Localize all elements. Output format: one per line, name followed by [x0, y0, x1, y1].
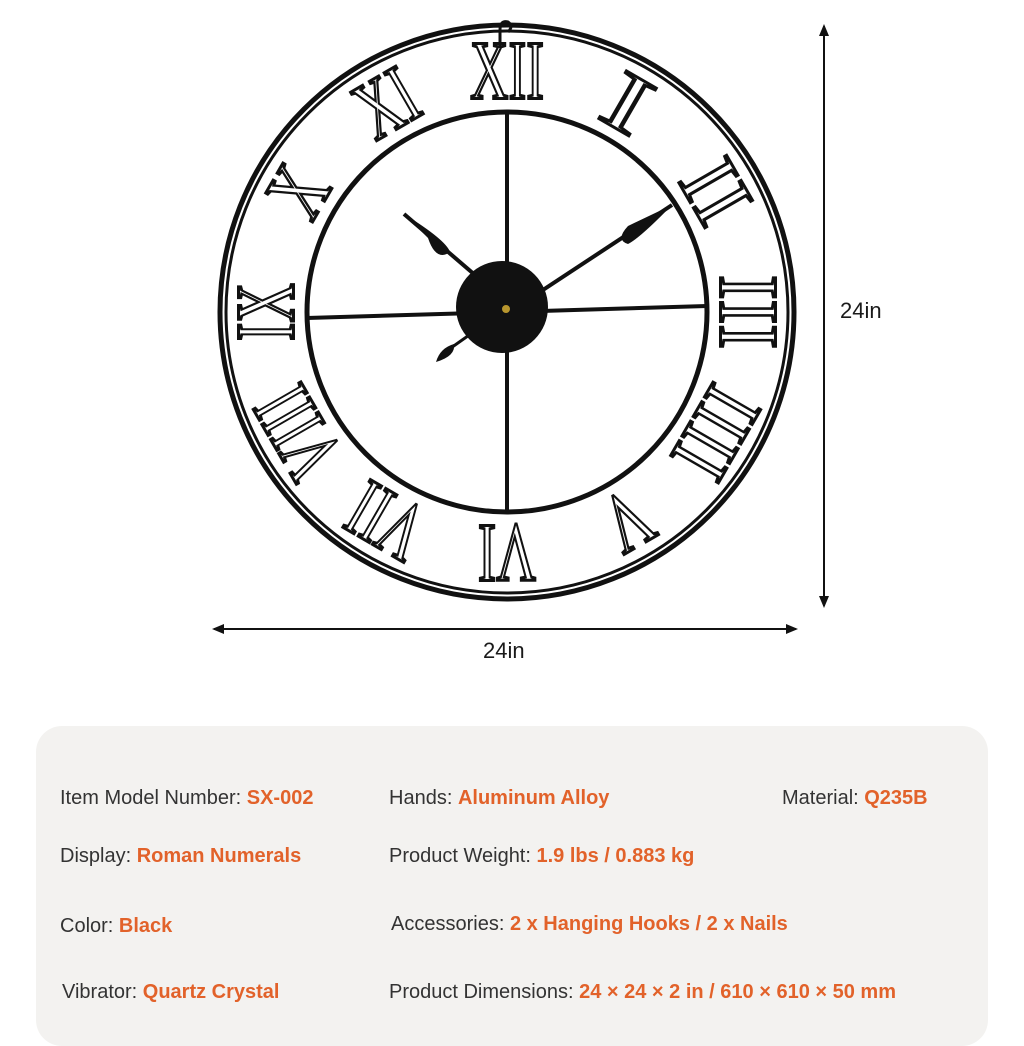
second-hand-tail	[436, 344, 454, 362]
spec-value: 24 × 24 × 2 in / 610 × 610 × 50 mm	[579, 981, 896, 1003]
width-dimension-arrow	[212, 624, 798, 634]
spec-value: Q235B	[864, 787, 928, 809]
height-label: 24in	[840, 298, 882, 323]
spec-label: Display:	[60, 845, 137, 867]
clock-numeral-x: X	[247, 133, 359, 233]
spec-value: SX-002	[246, 787, 314, 809]
spec-label: Color:	[60, 915, 119, 937]
spec-weight	[389, 845, 694, 868]
spec-value: 2 x Hanging Hooks / 2 x Nails	[509, 913, 788, 935]
clock-numeral-ix: IX	[219, 252, 313, 341]
spec-label: Product Dimensions:	[389, 981, 580, 1003]
clock-numeral-vii: VII	[294, 440, 442, 580]
spec-label: Hands:	[389, 787, 458, 809]
clock-center-hub	[456, 261, 548, 353]
clock-numeral-xi: XI	[338, 33, 462, 159]
spec-value: Black	[118, 915, 173, 937]
spec-value: Quartz Crystal	[142, 981, 280, 1003]
spec-label: Product Weight:	[389, 845, 537, 867]
spec-product-dimensions	[389, 981, 896, 1004]
clock-numeral-iii: III	[701, 275, 795, 359]
spec-label: Material:	[782, 787, 865, 809]
spec-model-number	[60, 787, 313, 810]
clock-numeral-i: I	[586, 52, 657, 148]
wall-clock	[208, 22, 795, 600]
clock-numeral-viii: VIII	[208, 322, 362, 495]
clock-numeral-iiii: IIII	[641, 370, 779, 514]
specifications-panel	[36, 726, 988, 1046]
clock-numeral-xii: XII	[470, 24, 544, 118]
hour-hand-tip	[404, 214, 450, 255]
clock-numeral-v: V	[569, 469, 669, 581]
width-label: 24in	[483, 638, 525, 663]
spec-vibrator	[62, 981, 280, 1004]
minute-hand-tip	[622, 205, 673, 244]
spec-hands	[389, 787, 609, 810]
spec-display	[60, 845, 301, 868]
height-dimension-arrow	[819, 24, 829, 608]
spec-label: Item Model Number:	[60, 787, 247, 809]
spec-value: Aluminum Alloy	[457, 787, 610, 809]
spec-value: Roman Numerals	[136, 845, 302, 867]
clock-numeral-vi: VI	[478, 506, 536, 600]
spec-value: 1.9 lbs / 0.883 kg	[536, 845, 695, 867]
spec-accessories	[391, 913, 788, 936]
spec-material	[782, 787, 928, 810]
clock-numeral-ii: II	[660, 143, 770, 239]
spec-color	[60, 915, 172, 938]
clock-center-pin	[502, 305, 510, 313]
spec-label: Accessories:	[391, 913, 510, 935]
spec-label: Vibrator:	[62, 981, 143, 1003]
